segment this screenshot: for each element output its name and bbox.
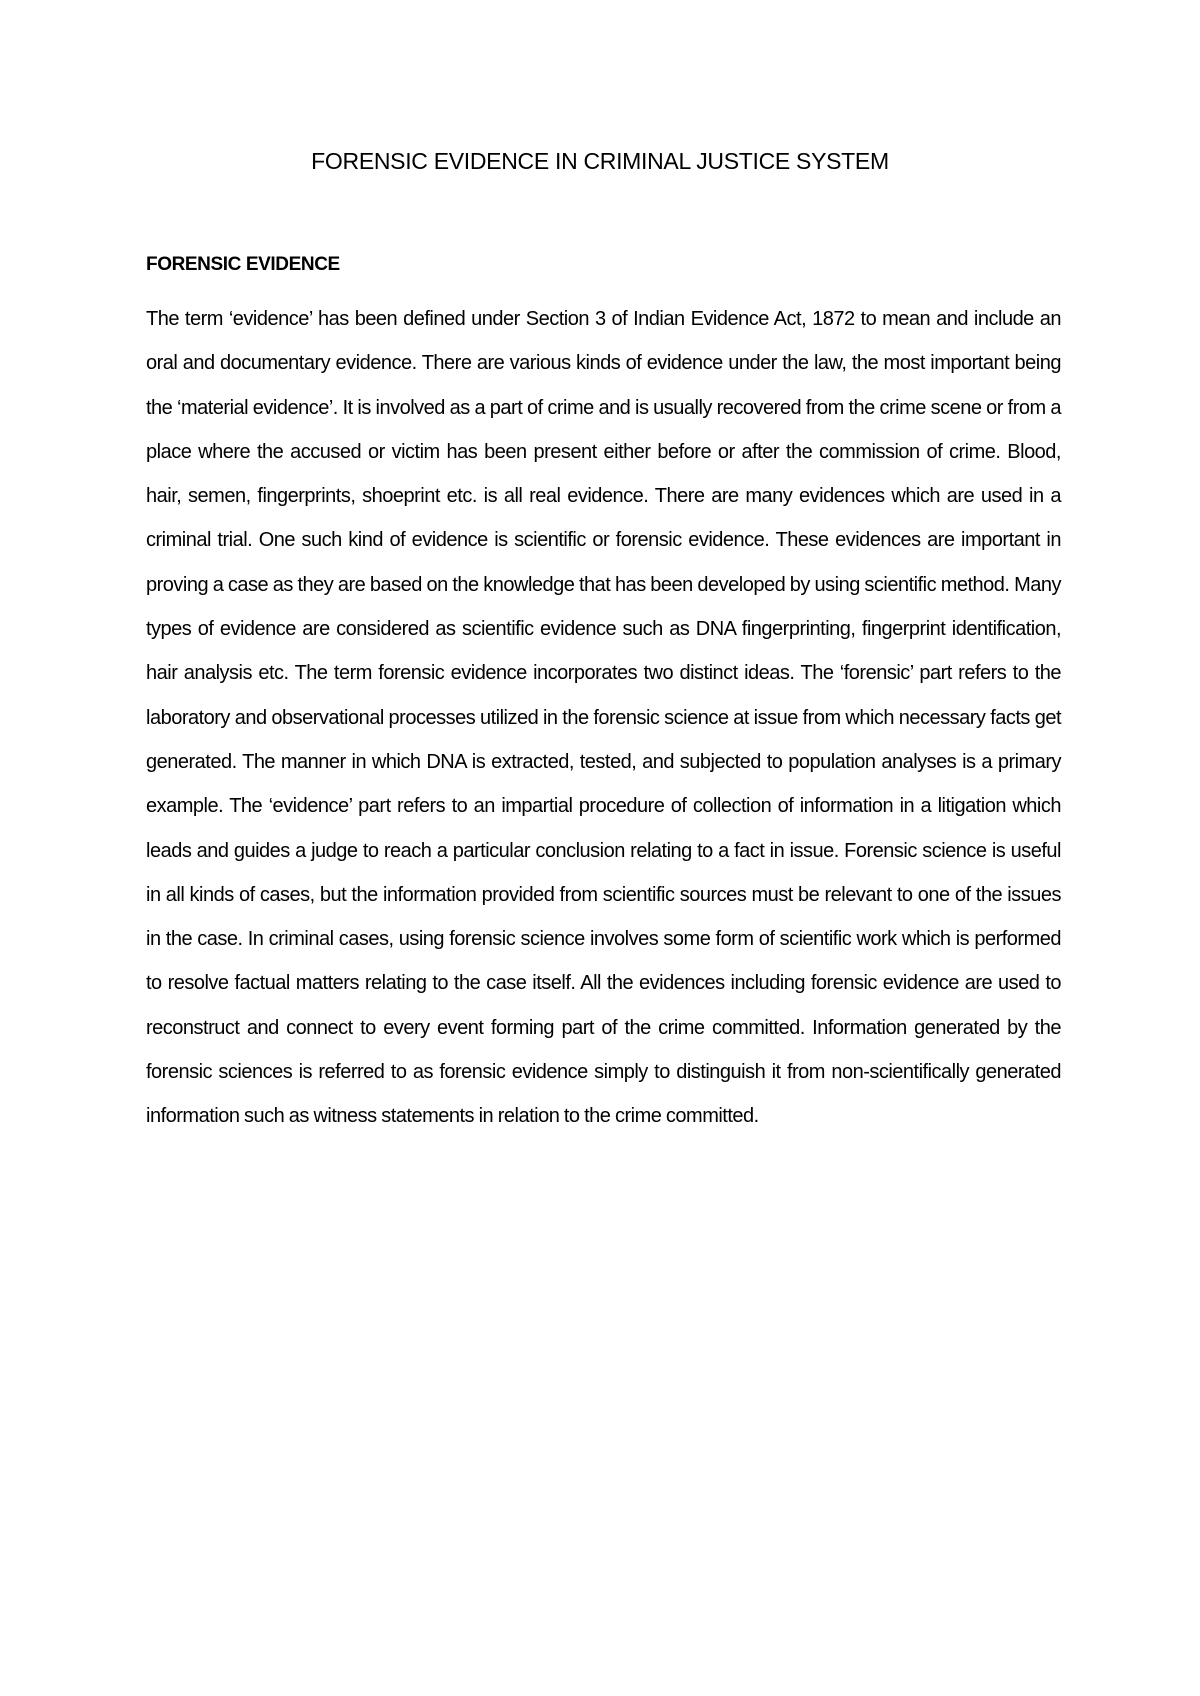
page-title: FORENSIC EVIDENCE IN CRIMINAL JUSTICE SYSTEM xyxy=(311,148,889,174)
body-paragraph: The term ‘evidence’ has been defined under Section 3 of Indian Evidence Act, 1872 to mean and include an oral and documentary evidence. There are various kinds of evidence under the law, the most important being the ‘material evidence’. It is involved as a part of crime and is usually recovered from the crime scene or from a place where the accused or victim has been present either before or after the commission of crime. Blood, hair, semen, fingerprints, shoeprint etc. is all real evidence. There are many evidences which are used in a criminal trial. One such kind of evidence is scientific or forensic evidence. These evidences are important in proving a case as they are based on the knowledge that has been developed by using scientific method. Many types of evidence are considered as scientific evidence such as DNA fingerprinting, fingerprint identification, hair analysis etc. The term forensic evidence incorporates two distinct ideas. The ‘forensic’ part refers to the laboratory and observational processes utilized in the forensic science at issue from which necessary facts get generated. The manner in which DNA is extracted, tested, and subjected to population analyses is a primary example. The ‘evidence’ part refers to an impartial procedure of collection of information in a litigation which leads and guides a judge to reach a particular conclusion relating to a fact in issue. Forensic science is useful in all kinds of cases, but the information provided from scientific sources must be relevant to one of the issues in the case. In criminal cases, using forensic science involves some form of scientific work which is performed to resolve factual matters relating to the case itself. All the evidences including forensic evidence are used to reconstruct and connect to every event forming part of the crime committed. Information generated by the forensic sciences is referred to as forensic evidence simply to distinguish it from non-scientifically generated information such as witness statements in relation to the crime committed. xyxy=(146,308,1061,1128)
section-heading: FORENSIC EVIDENCE xyxy=(146,254,340,275)
